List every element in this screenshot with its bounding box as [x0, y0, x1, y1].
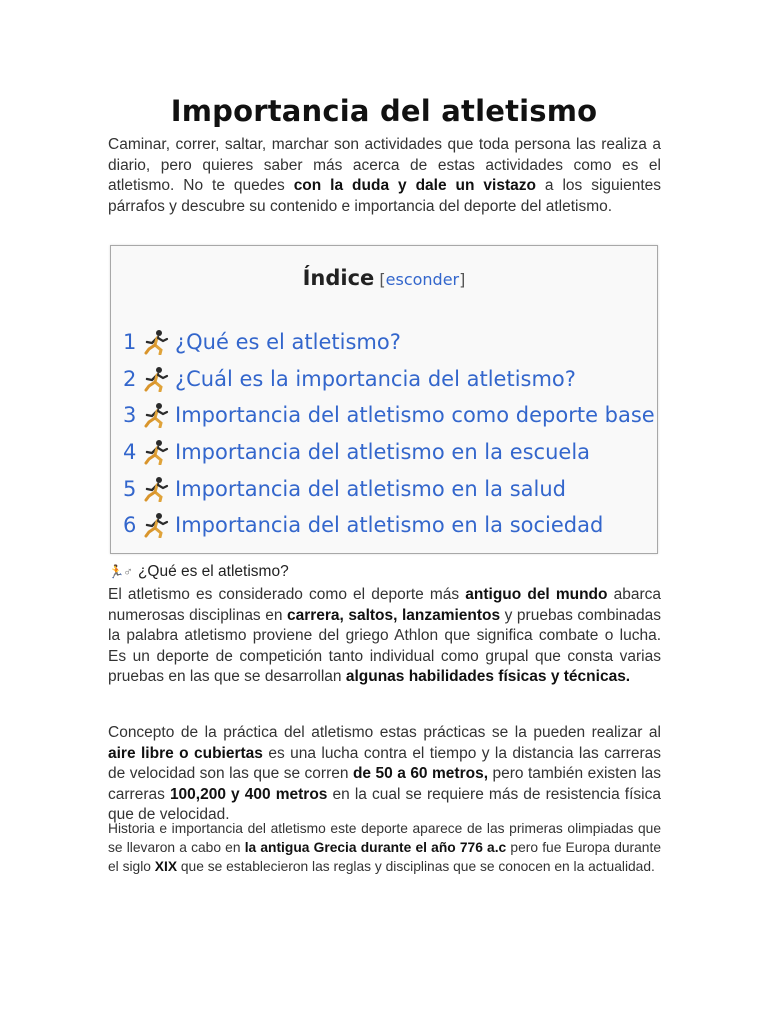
- intro-bold-text: con la duda y dale un vistazo: [293, 177, 536, 194]
- toc-item-4[interactable]: [123, 434, 655, 471]
- para-bold-text: 100,200 y 400 metros: [169, 785, 328, 803]
- runner-icon: [143, 329, 169, 355]
- runner-icon: [143, 476, 169, 502]
- toc-title: Índice: [302, 266, 375, 290]
- runner-symbols-icon: 🏃♂: [108, 564, 132, 579]
- paragraph-history: [108, 819, 661, 876]
- runner-icon: [143, 402, 169, 428]
- toc-item-number: 2: [123, 366, 137, 391]
- para-text: y pruebas combinadas la palabra atletismo proviene del griego Athlon que significa combate o lucha. Es un deporte de competición tanto individual como grupal que consta varias pruebas en las que se desarrollan: [108, 606, 662, 685]
- para-bold-text: carrera, saltos, lanzamientos: [286, 606, 501, 624]
- para-text: abarca numerosas disciplinas en: [108, 586, 661, 624]
- paragraph-definition: [108, 585, 661, 688]
- section-heading-text: ¿Qué es el atletismo?: [137, 563, 289, 580]
- toc-item-number: 1: [123, 330, 137, 355]
- toc-item-label: Importancia del atletismo en la escuela: [175, 440, 591, 465]
- toc-item-1[interactable]: [123, 324, 655, 361]
- toc-header: [111, 266, 657, 290]
- toc-item-number: 3: [123, 403, 137, 428]
- para-bold-text: algunas habilidades físicas y técnicas.: [345, 668, 631, 685]
- toc-item-6[interactable]: [123, 507, 655, 544]
- toc-item-2[interactable]: [123, 361, 655, 398]
- para-text: Historia e importancia del atletismo este deporte aparece de las primeras olimpiadas que se llevaron a cabo en: [108, 821, 661, 855]
- runner-icon: [143, 439, 169, 465]
- toc-item-number: 6: [123, 513, 137, 538]
- para-text: es una lucha contra el tiempo y la distancia las carreras de velocidad son las que se corren: [108, 744, 661, 782]
- intro-paragraph: [108, 135, 661, 217]
- para-text: pero también existen las carreras: [108, 765, 661, 803]
- paragraph-concept: [108, 723, 661, 826]
- section-heading: [108, 563, 289, 581]
- runner-icon: [143, 366, 169, 392]
- toc-item-label: Importancia del atletismo en la sociedad: [175, 513, 604, 538]
- para-bold-text: antiguo del mundo: [465, 586, 608, 603]
- toc-item-label: Importancia del atletismo en la salud: [175, 476, 566, 501]
- toc-item-label: ¿Cuál es la importancia del atletismo?: [175, 366, 576, 391]
- para-bold-text: XIX: [154, 859, 178, 874]
- para-text: en la cual se requiere más de resistencia física que de velocidad.: [108, 785, 661, 823]
- toc-item-number: 5: [123, 476, 137, 501]
- para-bold-text: de 50 a 60 metros,: [352, 765, 489, 782]
- toc-list: [123, 324, 655, 544]
- toc-toggle-open-bracket: [: [379, 270, 386, 289]
- toc-hide-link[interactable]: esconder: [385, 270, 460, 289]
- para-text: Concepto de la práctica del atletismo estas prácticas se la pueden realizar al: [108, 724, 661, 741]
- toc-item-label: ¿Qué es el atletismo?: [175, 330, 401, 355]
- toc-toggle-close-bracket: ]: [459, 270, 466, 289]
- table-of-contents: [110, 245, 658, 554]
- para-text: pero fue Europa durante el siglo: [108, 840, 661, 874]
- para-bold-text: aire libre o cubiertas: [108, 744, 263, 762]
- toc-toggle-wrapper: [379, 270, 465, 289]
- para-bold-text: la antigua Grecia durante el año 776 a.c: [244, 840, 507, 855]
- toc-item-5[interactable]: [123, 470, 655, 507]
- toc-item-label: Importancia del atletismo como deporte base: [175, 403, 655, 428]
- para-text: El atletismo es considerado como el deporte más: [108, 586, 466, 603]
- page-title: Importancia del atletismo: [170, 94, 598, 128]
- toc-item-3[interactable]: [123, 397, 655, 434]
- intro-text: Caminar, correr, saltar, marchar son actividades que toda persona las realiza a diario, pero quieres saber más acerca de estas actividades como es el atletismo. No te quedes: [108, 136, 661, 194]
- intro-text-end: a los siguientes párrafos y descubre su contenido e importancia del deporte del atletismo.: [108, 177, 661, 215]
- toc-item-number: 4: [123, 440, 137, 465]
- runner-icon: [143, 512, 169, 538]
- para-text: que se establecieron las reglas y disciplinas que se conocen en la actualidad.: [177, 859, 655, 874]
